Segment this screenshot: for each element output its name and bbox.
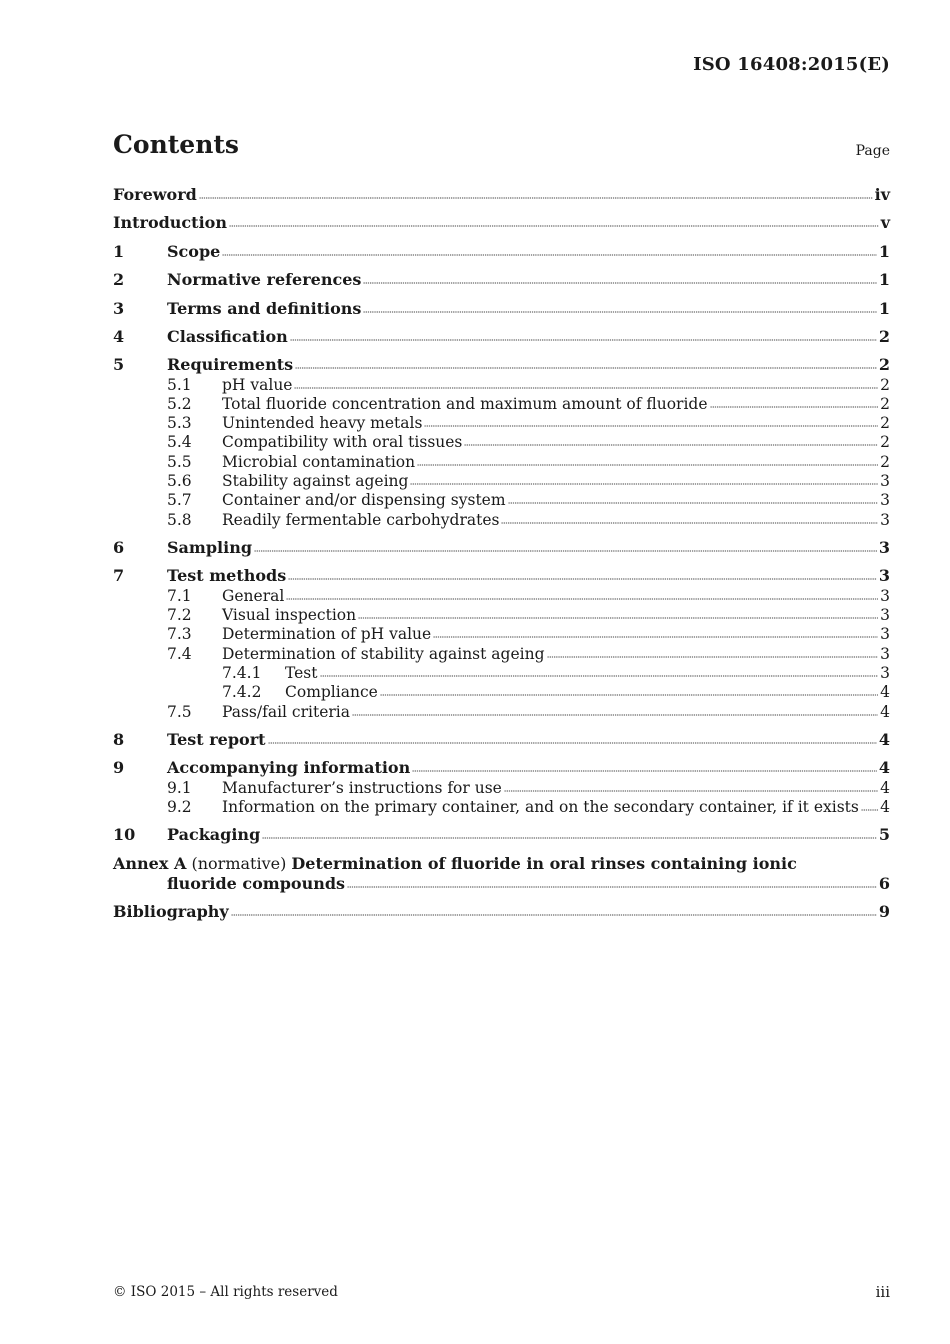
toc-entry-page: 3 — [880, 472, 890, 490]
contents-heading: Contents — [113, 130, 240, 159]
toc-entry-title: Readily fermentable carbohydrates — [222, 511, 500, 529]
toc-entry-page: 4 — [878, 730, 890, 749]
toc-entry-title: Stability against ageing — [222, 472, 409, 490]
toc-entry-number: 7.4.1 — [222, 664, 262, 682]
dot-leader — [464, 443, 878, 447]
toc-entry-number: 7 — [113, 566, 125, 585]
dot-leader — [268, 741, 877, 745]
dot-leader — [424, 424, 878, 428]
annex-label: Annex A — [113, 854, 187, 873]
toc-entry-page: 3 — [880, 491, 890, 509]
toc-entry[interactable] — [113, 355, 890, 375]
toc-entry[interactable] — [167, 452, 890, 472]
toc-entry[interactable] — [113, 538, 890, 558]
toc-entry-number: 7.2 — [167, 606, 192, 624]
toc-entry-page: 5 — [878, 825, 890, 844]
dot-leader — [347, 885, 877, 889]
toc-entry-title: Normative references — [167, 270, 362, 289]
toc-entry[interactable] — [113, 825, 890, 845]
dot-leader — [229, 224, 879, 228]
toc-entry[interactable] — [167, 394, 890, 414]
toc-entry-title: Microbial contamination — [222, 453, 416, 471]
toc-entry-title: Test report — [167, 730, 266, 749]
toc-entry-title: Determination of pH value — [222, 625, 432, 643]
toc-entry[interactable] — [167, 644, 890, 664]
toc-entry-page: 3 — [880, 645, 890, 663]
dot-leader — [231, 913, 877, 917]
dot-leader — [199, 196, 873, 200]
toc-entry-page: 1 — [878, 242, 890, 261]
dot-leader — [358, 616, 878, 620]
toc-entry-page: 4 — [880, 798, 890, 816]
document-id: ISO 16408:2015(E) — [693, 54, 890, 75]
toc-entry[interactable] — [113, 185, 890, 205]
dot-leader — [412, 769, 877, 773]
toc-entry[interactable] — [167, 432, 890, 452]
toc-entry-title: Total fluoride concentration and maximum amount of fluoride — [222, 395, 708, 413]
toc-entry[interactable] — [167, 510, 890, 530]
toc-entry-title: Sampling — [167, 538, 253, 557]
dot-leader — [547, 655, 879, 659]
toc-entry-title: Compliance — [285, 683, 378, 701]
dot-leader — [508, 501, 879, 505]
toc-entry-page: 3 — [880, 625, 890, 643]
toc-entry-title: General — [222, 587, 285, 605]
dot-leader — [363, 310, 876, 314]
toc-entry-title: Unintended heavy metals — [222, 414, 423, 432]
toc-entry-page: 1 — [878, 299, 890, 318]
toc-entry-page: 4 — [880, 779, 890, 797]
toc-entry-number: 5.2 — [167, 395, 192, 413]
toc-entry[interactable] — [167, 490, 890, 510]
dot-leader — [501, 521, 878, 525]
toc-entry-title: Compatibility with oral tissues — [222, 433, 463, 451]
toc-entry-number: 4 — [113, 327, 125, 346]
toc-entry[interactable] — [167, 624, 890, 644]
toc-entry-number: 5 — [113, 355, 125, 374]
dot-leader — [433, 635, 878, 639]
dot-leader — [710, 405, 879, 409]
toc-entry-title: Foreword — [113, 185, 197, 204]
dot-leader — [262, 836, 877, 840]
toc-entry-page: 2 — [880, 453, 890, 471]
toc-entry-page: 2 — [880, 395, 890, 413]
toc-entry[interactable] — [113, 270, 890, 290]
page-column-label: Page — [855, 143, 890, 159]
toc-entry-page: v — [880, 213, 890, 232]
toc-entry-title: Test — [285, 664, 318, 682]
toc-entry-number: 5.1 — [167, 376, 192, 394]
copyright-notice: © ISO 2015 – All rights reserved — [113, 1284, 338, 1300]
dot-leader — [290, 338, 877, 342]
toc-entry-number: 1 — [113, 242, 125, 261]
toc-entry-title: Accompanying information — [167, 758, 411, 777]
toc-entry[interactable] — [167, 471, 890, 491]
toc-entry-title: Packaging — [167, 825, 261, 844]
toc-entry-title: Classification — [167, 327, 288, 346]
toc-entry-title: Container and/or dispensing system — [222, 491, 506, 509]
dot-leader — [254, 549, 877, 553]
toc-entry[interactable] — [113, 213, 890, 233]
toc-entry-page: 3 — [880, 606, 890, 624]
toc-entry[interactable] — [113, 242, 890, 262]
toc-entry-page: 2 — [880, 376, 890, 394]
toc-entry-title: Introduction — [113, 213, 227, 232]
toc-entry[interactable] — [167, 375, 890, 395]
toc-entry-page: 3 — [880, 511, 890, 529]
toc-entry[interactable] — [113, 299, 890, 319]
dot-leader — [288, 577, 877, 581]
toc-entry-title: Requirements — [167, 355, 294, 374]
toc-entry[interactable] — [113, 730, 890, 750]
toc-entry[interactable] — [113, 327, 890, 347]
toc-entry-title: Pass/fail criteria — [222, 703, 350, 721]
page-number: iii — [875, 1283, 890, 1301]
toc-entry[interactable] — [167, 797, 890, 817]
toc-entry[interactable] — [113, 566, 890, 586]
toc-entry-page: 1 — [878, 270, 890, 289]
toc-entry-page: iv — [874, 185, 890, 204]
dot-leader — [352, 713, 878, 717]
toc-entry-number: 7.4 — [167, 645, 192, 663]
toc-entry-number: 5.7 — [167, 491, 192, 509]
toc-entry-number: 10 — [113, 825, 136, 844]
toc-entry[interactable] — [167, 778, 890, 798]
toc-entry[interactable] — [222, 682, 890, 702]
bibliography-entry[interactable] — [113, 902, 890, 922]
toc-entry-page: 4 — [880, 683, 890, 701]
toc-entry-number: 7.1 — [167, 587, 192, 605]
toc-entry-number: 5.3 — [167, 414, 192, 432]
dot-leader — [363, 281, 876, 285]
annex-page: 6 — [878, 874, 890, 893]
annex-title-line2: fluoride compounds — [167, 874, 346, 893]
toc-entry[interactable] — [167, 413, 890, 433]
toc-entry-page: 3 — [878, 566, 890, 585]
annex-entry-heading[interactable] — [113, 854, 797, 874]
toc-entry[interactable] — [222, 663, 890, 683]
toc-entry-page: 4 — [878, 758, 890, 777]
toc-entry-number: 5.8 — [167, 511, 192, 529]
bibliography-page: 9 — [878, 902, 890, 921]
toc-entry-page: 3 — [880, 664, 890, 682]
bibliography-title: Bibliography — [113, 902, 229, 921]
toc-entry-number: 9.2 — [167, 798, 192, 816]
dot-leader — [295, 366, 877, 370]
dot-leader — [380, 693, 878, 697]
toc-entry[interactable] — [167, 586, 890, 606]
dot-leader — [294, 386, 878, 390]
dot-leader — [861, 808, 878, 812]
toc-entry-number: 5.4 — [167, 433, 192, 451]
toc-entry-page: 2 — [878, 327, 890, 346]
toc-entry-number: 5.5 — [167, 453, 192, 471]
toc-entry-title: Visual inspection — [222, 606, 357, 624]
toc-entry-title: Terms and definitions — [167, 299, 362, 318]
toc-entry-page: 2 — [880, 433, 890, 451]
dot-leader — [504, 789, 878, 793]
toc-entry-title: Information on the primary container, and on the secondary container, if it exists — [222, 798, 859, 816]
toc-entry-page: 2 — [880, 414, 890, 432]
toc-entry-number: 5.6 — [167, 472, 192, 490]
dot-leader — [320, 674, 879, 678]
toc-entry-number: 8 — [113, 730, 125, 749]
toc-entry-title: pH value — [222, 376, 293, 394]
toc-entry-page: 2 — [878, 355, 890, 374]
toc-entry-title: Determination of stability against ageing — [222, 645, 545, 663]
toc-entry-title: Manufacturer’s instructions for use — [222, 779, 502, 797]
toc-entry[interactable] — [167, 605, 890, 625]
toc-entry-page: 4 — [880, 703, 890, 721]
toc-entry-number: 9 — [113, 758, 125, 777]
toc-entry-number: 7.3 — [167, 625, 192, 643]
toc-entry-page: 3 — [880, 587, 890, 605]
annex-entry[interactable] — [167, 874, 890, 894]
dot-leader — [410, 482, 878, 486]
dot-leader — [286, 597, 878, 601]
dot-leader — [417, 463, 878, 467]
toc-entry-page: 3 — [878, 538, 890, 557]
toc-entry-number: 7.4.2 — [222, 683, 262, 701]
toc-entry-number: 7.5 — [167, 703, 192, 721]
toc-entry-title: Scope — [167, 242, 221, 261]
annex-title-line1: Determination of fluoride in oral rinses containing ionic — [291, 854, 797, 873]
toc-entry-title: Test methods — [167, 566, 287, 585]
toc-entry-number: 2 — [113, 270, 125, 289]
toc-entry-number: 3 — [113, 299, 125, 318]
toc-entry-number: 6 — [113, 538, 125, 557]
toc-entry[interactable] — [167, 702, 890, 722]
annex-qualifier: (normative) — [191, 854, 287, 873]
toc-entry[interactable] — [113, 758, 890, 778]
dot-leader — [222, 253, 877, 257]
toc-entry-number: 9.1 — [167, 779, 192, 797]
